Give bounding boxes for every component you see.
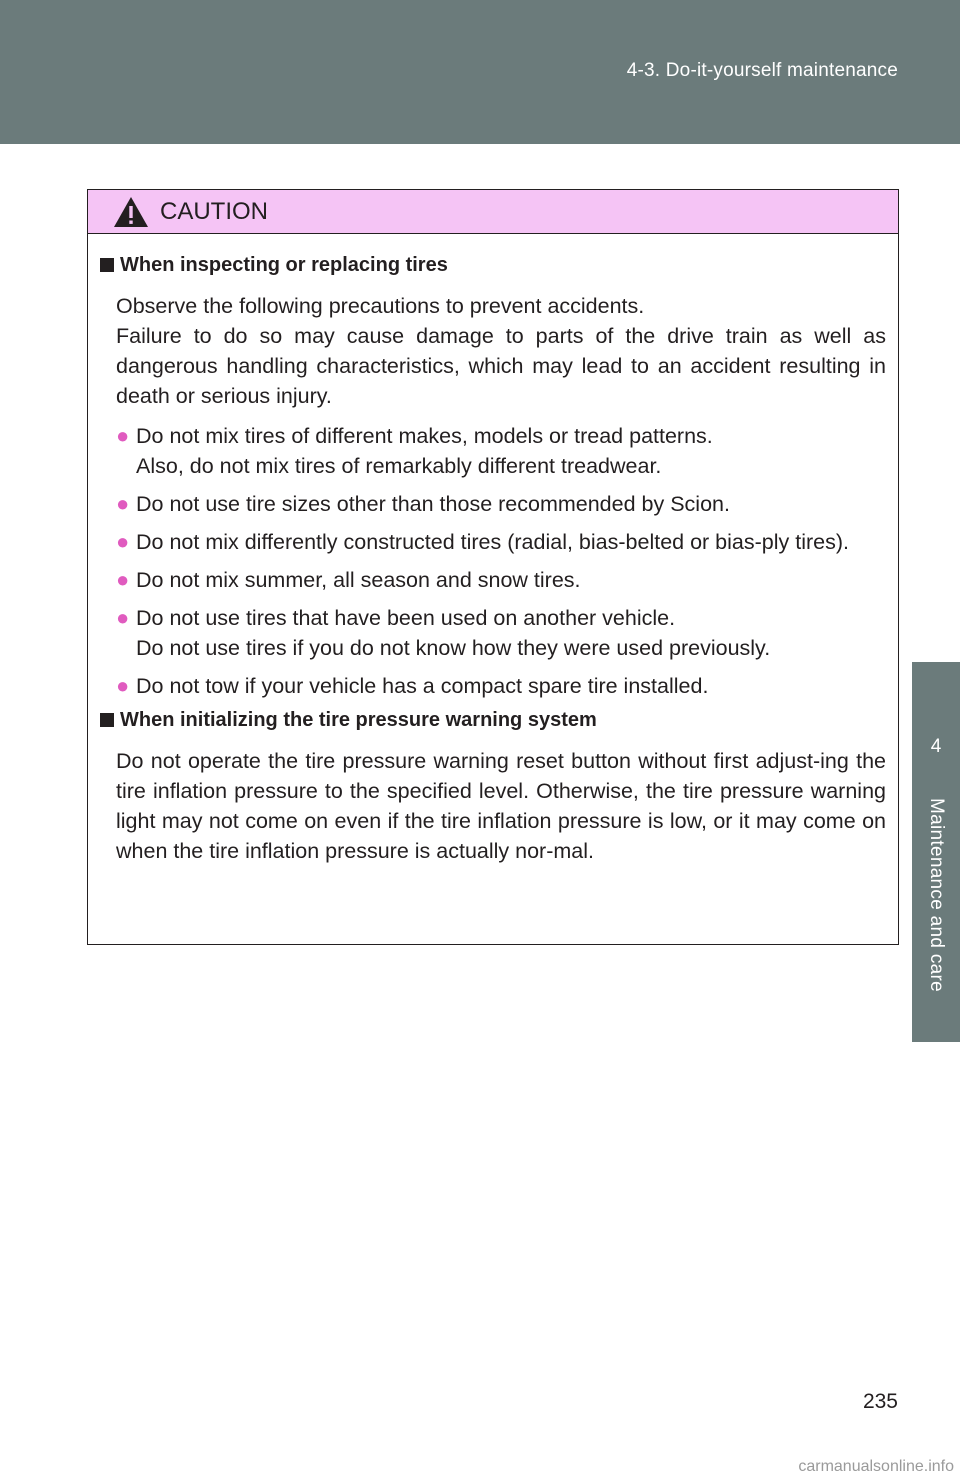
paragraph bbox=[116, 291, 886, 411]
list-item-text: Do not mix tires of different makes, models or tread patterns. bbox=[136, 424, 713, 448]
circle-bullet-icon: ● bbox=[116, 567, 130, 592]
section-heading bbox=[100, 709, 886, 732]
caution-box bbox=[87, 189, 899, 945]
paragraph-line: Failure to do so may cause damage to parts of the drive train as well as dangerous handling characteristics, which may lead to an accident resulting in death or serious injury. bbox=[116, 324, 886, 408]
chapter-side-tab[interactable] bbox=[912, 662, 960, 1042]
circle-bullet-icon: ● bbox=[116, 605, 130, 630]
list-item-text: Also, do not mix tires of remarkably different treadwear. bbox=[136, 454, 662, 478]
list-item-text: Do not tow if your vehicle has a compact spare tire installed. bbox=[136, 674, 709, 698]
circle-bullet-icon: ● bbox=[116, 673, 130, 698]
section-heading bbox=[100, 254, 886, 277]
page-number: 235 bbox=[862, 1390, 898, 1413]
circle-bullet-icon: ● bbox=[116, 423, 130, 448]
list-item-text: Do not mix summer, all season and snow tires. bbox=[136, 568, 581, 592]
section-heading-text: When inspecting or replacing tires bbox=[120, 254, 448, 276]
list-item-text: Do not mix differently constructed tires (radial, bias-belted or bias-ply tires). bbox=[136, 530, 849, 554]
circle-bullet-icon: ● bbox=[116, 529, 130, 554]
section-heading-text: When initializing the tire pressure warning system bbox=[120, 709, 597, 731]
list-item bbox=[116, 421, 886, 481]
square-bullet-icon bbox=[100, 713, 114, 727]
header-band bbox=[0, 0, 960, 144]
list-item bbox=[116, 603, 886, 663]
list-item-text: Do not use tire sizes other than those recommended by Scion. bbox=[136, 492, 730, 516]
caution-title: CAUTION bbox=[160, 197, 268, 225]
chapter-label: Maintenance and care bbox=[926, 798, 947, 993]
chapter-number: 4 bbox=[930, 736, 942, 757]
list-item bbox=[116, 489, 886, 519]
warning-triangle-icon bbox=[112, 195, 150, 229]
list-item bbox=[116, 565, 886, 595]
list-item bbox=[116, 671, 886, 701]
section-title: 4-3. Do-it-yourself maintenance bbox=[626, 60, 898, 81]
square-bullet-icon bbox=[100, 258, 114, 272]
paragraph: Do not operate the tire pressure warning reset button without first adjust-ing the tire inflation pressure to the specified level. Otherwise, the tire pressure warning light may not come on even if the tire inflation pressure is low, or it may come on when the tire inflation pressure is actually nor-mal. bbox=[116, 749, 886, 863]
caution-header bbox=[88, 190, 898, 234]
list-item-text: Do not use tires that have been used on another vehicle. bbox=[136, 606, 676, 630]
list-item bbox=[116, 527, 886, 557]
list-item-text: Do not use tires if you do not know how they were used previously. bbox=[136, 636, 771, 660]
circle-bullet-icon: ● bbox=[116, 491, 130, 516]
watermark: carmanualsonline.info bbox=[798, 1458, 954, 1475]
caution-body bbox=[88, 234, 898, 866]
paragraph-line: Observe the following precautions to prevent accidents. bbox=[116, 294, 645, 318]
